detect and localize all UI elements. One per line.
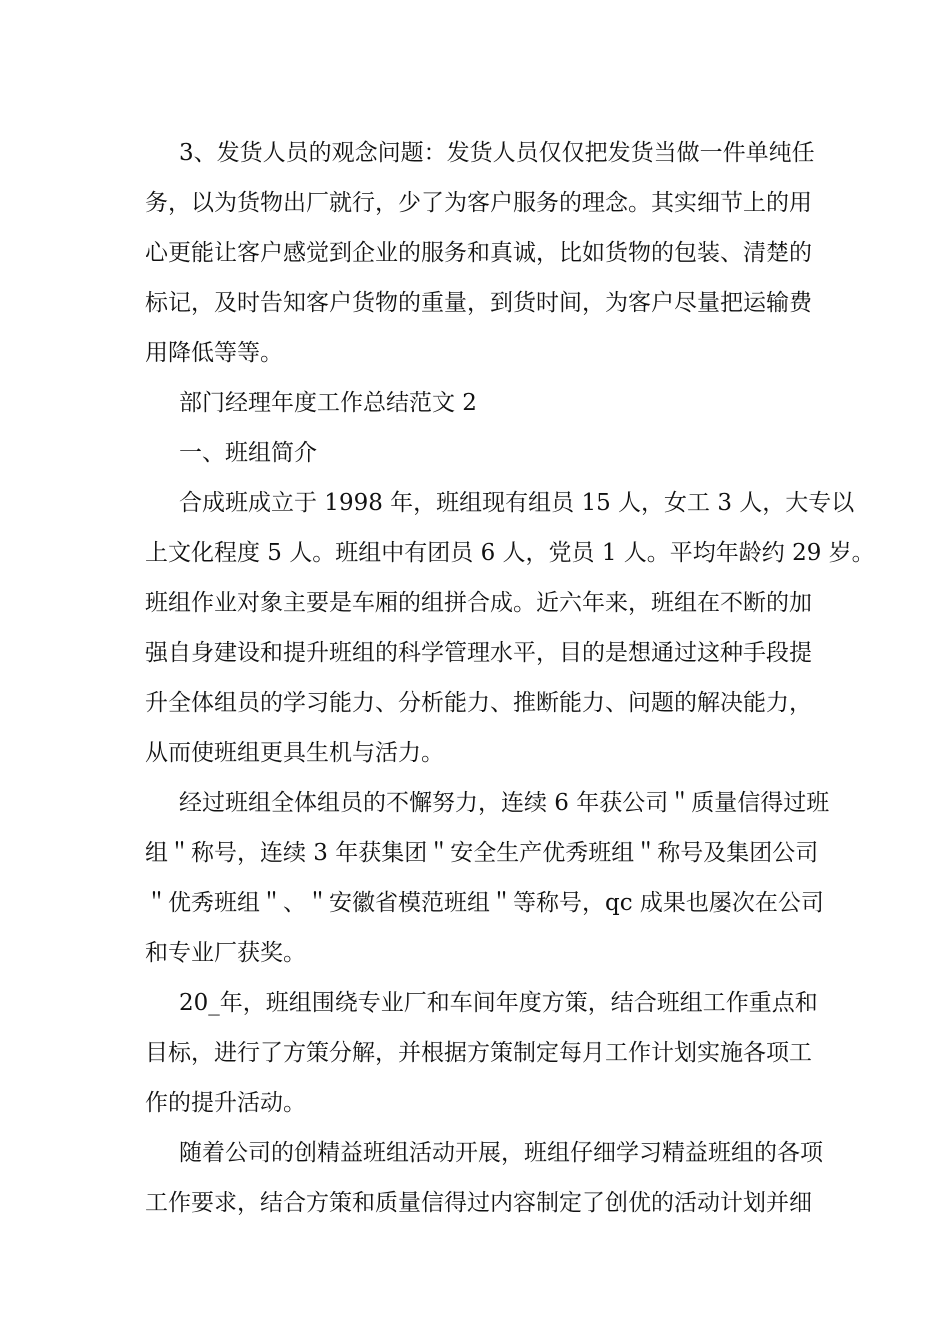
- plan-line-2: 目标，进行了方策分解，并根据方策制定每月工作计划实施各项工: [145, 1040, 812, 1066]
- intro-line-2: 上文化程度 5 人。班组中有团员 6 人，党员 1 人。平均年龄约 29 岁。: [145, 540, 875, 566]
- paragraph-3-line-3: 心更能让客户感觉到企业的服务和真诚，比如货物的包装、清楚的: [145, 240, 812, 266]
- paragraph-3-line-4: 标记，及时告知客户货物的重量，到货时间，为客户尽量把运输费: [145, 290, 812, 316]
- lean-line-1: 随着公司的创精益班组活动开展，班组仔细学习精益班组的各项: [179, 1140, 823, 1166]
- honors-line-3: ＂优秀班组＂、＂安徽省模范班组＂等称号，qc 成果也屡次在公司: [145, 890, 824, 916]
- plan-line-3: 作的提升活动。: [145, 1090, 306, 1116]
- paragraph-3-line-1: 3、发货人员的观念问题：发货人员仅仅把发货当做一件单纯任: [179, 140, 815, 166]
- honors-line-1: 经过班组全体组员的不懈努力，连续 6 年获公司＂质量信得过班: [179, 790, 830, 816]
- section-title: 部门经理年度工作总结范文 2: [179, 390, 477, 416]
- subsection-title: 一、班组简介: [179, 440, 317, 466]
- lean-line-2: 工作要求，结合方策和质量信得过内容制定了创优的活动计划并细: [145, 1190, 812, 1216]
- intro-line-3: 班组作业对象主要是车厢的组拼合成。近六年来，班组在不断的加: [145, 590, 812, 616]
- intro-line-1: 合成班成立于 1998 年，班组现有组员 15 人，女工 3 人，大专以: [179, 490, 855, 516]
- intro-line-5: 升全体组员的学习能力、分析能力、推断能力、问题的解决能力，: [145, 690, 812, 716]
- plan-line-1: 20_年，班组围绕专业厂和车间年度方策，结合班组工作重点和: [179, 990, 818, 1016]
- honors-line-4: 和专业厂获奖。: [145, 940, 306, 966]
- paragraph-3-line-5: 用降低等等。: [145, 340, 283, 366]
- intro-line-4: 强自身建设和提升班组的科学管理水平，目的是想通过这种手段提: [145, 640, 812, 666]
- paragraph-3-line-2: 务，以为货物出厂就行，少了为客户服务的理念。其实细节上的用: [145, 190, 812, 216]
- honors-line-2: 组＂称号，连续 3 年获集团＂安全生产优秀班组＂称号及集团公司: [145, 840, 819, 866]
- intro-line-6: 从而使班组更具生机与活力。: [145, 740, 444, 766]
